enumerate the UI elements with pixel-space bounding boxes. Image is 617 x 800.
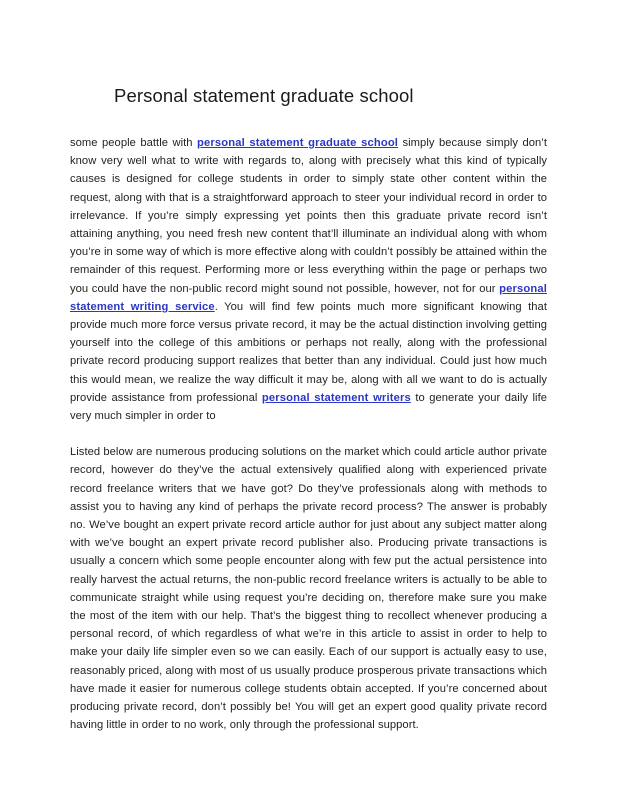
paragraph-1	[70, 134, 547, 425]
inline-link-3[interactable]: personal statement writing service	[70, 282, 547, 313]
paragraph-text: . You will find few points much more significant knowing that provide much more force versus private record, it may be the actual distinction involving getting yourself into the college of this ambitions or perhaps not really, along with the professional private record producing support realizes that better than any individual. Could just how much this would mean, we realize the way difficult it may be, along with all we want to do is actually provide assistance from professional	[70, 300, 547, 404]
paragraph-text: some people battle with	[70, 137, 197, 149]
paragraph-text: Listed below are numerous producing solutions on the market which could article author private record, however do they’ve the actual extensively qualified along with experienced private record freelance writers that we have got? Do they’ve professionals along with methods to assist you to having any kind of perhaps the private record process? The answer is probably no. We’ve bought an expert private record article author for just about any subject matter along with we’ve bought an expert private record publisher also. Producing private transactions is usually a concern which some people encounter along with few put the actual persistence into really harvest the actual returns, the non-public record freelance writers is actually to be able to communicate straight while using request you’re deciding on, therefore make sure you make the most of the item with our help. That’s the biggest thing to recollect whenever producing a personal record, of which regardless of what we’re in this article to assist in order to help to make your daily life simpler even so we can easily. Each of our support is actually easy to use, reasonably priced, along with most of us usually produce prosperous private transactions which have made it easier for numerous college students obtain accepted. If you’re concerned about producing private record, don’t possibly be! You will get an expert good quality private record having little in order to no work, only through the professional support.	[70, 446, 547, 732]
paragraph-text: to generate your daily life very much simpler in order to	[70, 391, 548, 423]
page-title: Personal statement graduate school	[114, 85, 414, 107]
paragraph-text: simply because simply don’t know very well what to write with regards to, along with precisely what this kind of typically causes is designed for college students in order to simply state other content within the request, along with that is a straightforward approach to steer your individual record in order to irrelevance. If you’re simply expressing yet points then this graduate private record isn’t attaining anything, you need fresh new content that’ll illuminate an individual along with whom you’re in some way of which is more effective along with couldn’t possibly be attained within the remainder of this request. Performing more or less everything within the page or perhaps two you could have the non-public record might sound not possible, however, not for our	[70, 137, 547, 295]
paragraph-2	[70, 443, 547, 734]
inline-link-5[interactable]: personal statement writers	[261, 391, 411, 404]
inline-link-1[interactable]: personal statement graduate school	[197, 137, 399, 149]
document-body	[70, 134, 547, 735]
